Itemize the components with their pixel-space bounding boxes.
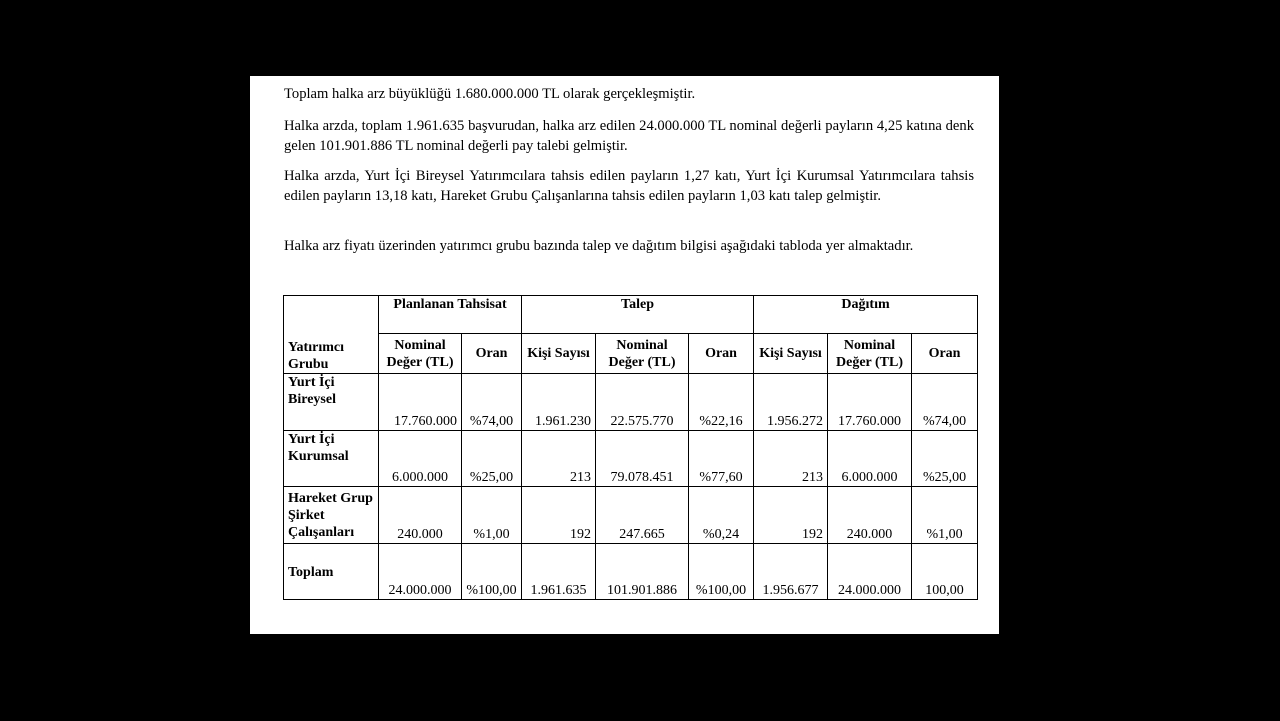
col-header-nominal: Nominal Değer (TL) (379, 334, 462, 374)
table-header-row-groups (284, 296, 978, 334)
row-label: Hareket Grup Şirket Çalışanları (284, 487, 379, 544)
table-cell: 101.901.886 (596, 544, 689, 600)
table-cell: 192 (754, 487, 828, 544)
col-header-nominal: Nominal Değer (TL) (596, 334, 689, 374)
paragraph-table-intro: Halka arz fiyatı üzerinden yatırımcı grubu bazında talep ve dağıtım bilgisi aşağıdaki tabloda yer almaktadır. (284, 238, 914, 254)
table-cell: 213 (754, 431, 828, 487)
table-cell: 213 (522, 431, 596, 487)
table-cell: 17.760.000 (828, 374, 912, 431)
table-cell: 1.961.635 (522, 544, 596, 600)
group-header-distribution: Dağıtım (754, 296, 978, 334)
table-cell: %0,24 (689, 487, 754, 544)
table-cell: %100,00 (462, 544, 522, 600)
table-cell: %25,00 (912, 431, 978, 487)
row-label: Yurt İçi Bireysel (284, 374, 379, 431)
table-header-row-sub (284, 334, 978, 374)
table-cell: %22,16 (689, 374, 754, 431)
table-row-total (284, 544, 978, 600)
table-cell: %1,00 (912, 487, 978, 544)
table-cell: 24.000.000 (379, 544, 462, 600)
group-header-planned: Planlanan Tahsisat (379, 296, 522, 334)
paragraph-total-size: Toplam halka arz büyüklüğü 1.680.000.000 TL olarak gerçekleşmiştir. (284, 86, 696, 102)
table-cell: %74,00 (912, 374, 978, 431)
table-cell: 79.078.451 (596, 431, 689, 487)
group-header-demand: Talep (522, 296, 754, 334)
table-cell: 6.000.000 (828, 431, 912, 487)
col-header-ratio: Oran (462, 334, 522, 374)
table-cell: %1,00 (462, 487, 522, 544)
table-cell: 192 (522, 487, 596, 544)
table-cell: 240.000 (379, 487, 462, 544)
row-label: Toplam (284, 544, 379, 600)
table-cell: 100,00 (912, 544, 978, 600)
col-header-person-count: Kişi Sayısı (522, 334, 596, 374)
row-label: Yurt İçi Kurumsal (284, 431, 379, 487)
investor-group-header: Yatırımcı Grubu (284, 296, 379, 374)
col-header-ratio: Oran (689, 334, 754, 374)
table-row (284, 487, 978, 544)
table-cell: 1.956.272 (754, 374, 828, 431)
table-cell: 240.000 (828, 487, 912, 544)
table-cell: 17.760.000 (379, 374, 462, 431)
table-cell: 1.956.677 (754, 544, 828, 600)
table-cell: 247.665 (596, 487, 689, 544)
table-cell: %100,00 (689, 544, 754, 600)
paragraph-demand: Halka arzda, toplam 1.961.635 başvurudan, halka arz edilen 24.000.000 TL nominal değerli payların 4,25 katına denk gelen 101.901.886 TL nominal değerli pay talebi gelmiştir. (284, 118, 974, 154)
col-header-person-count: Kişi Sayısı (754, 334, 828, 374)
document-page (250, 76, 999, 634)
table-cell: 24.000.000 (828, 544, 912, 600)
table-cell: %25,00 (462, 431, 522, 487)
table-row (284, 431, 978, 487)
table-cell: 22.575.770 (596, 374, 689, 431)
table-cell: 6.000.000 (379, 431, 462, 487)
allocation-table (283, 295, 978, 600)
col-header-nominal: Nominal Değer (TL) (828, 334, 912, 374)
table-cell: %77,60 (689, 431, 754, 487)
paragraph-allocation-multiples: Halka arzda, Yurt İçi Bireysel Yatırımcılara tahsis edilen payların 1,27 katı, Yurt İçi Kurumsal Yatırımcılara tahsis edilen payların 13,18 katı, Hareket Grubu Çalışanlarına tahsis edilen payların 1,03 katı talep gelmiştir. (284, 168, 974, 204)
table-cell: %74,00 (462, 374, 522, 431)
table-cell: 1.961.230 (522, 374, 596, 431)
table-row (284, 374, 978, 431)
col-header-ratio: Oran (912, 334, 978, 374)
